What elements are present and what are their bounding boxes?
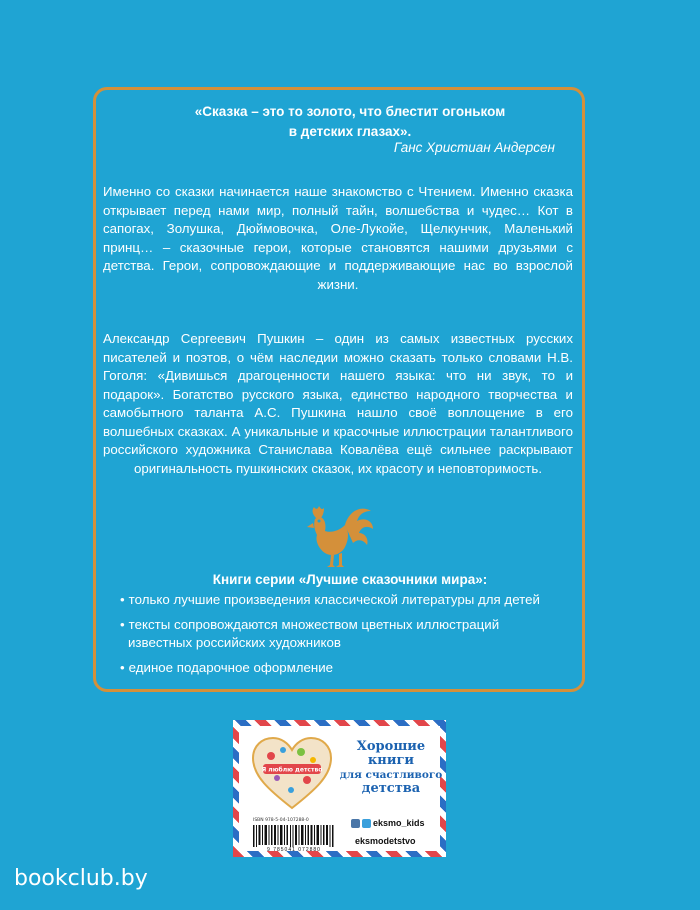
quote-author: Ганс Христиан Андерсен [393, 140, 555, 155]
epigraph-quote [120, 102, 580, 142]
card-inner [239, 726, 443, 853]
social-handle[interactable] [351, 818, 425, 828]
isbn-label: ISBN 978-5-04-107288-0 [253, 818, 309, 823]
barcode-number: 9 785041 072880 [267, 847, 321, 853]
list-item: • только лучшие произведения классической литературы для детей [120, 592, 540, 607]
card-slogan: Хорошие книги для счастливого детства [339, 739, 443, 796]
series-features-list [120, 591, 560, 683]
intro-paragraph: Именно со сказки начинается наше знакомство с Чтением. Именно сказка открывает перед нами мир, полный тайн, волшебства и чудес… Кот в сапогах, Золушка, Дюймовочка, Оле-Лукойе, Щелкунчик, Маленький принц… – сказочные герои, которые становятся нашими друзьями с детства. Герои, сопровождающие и поддерживающие нас во взрослой жизни. [103, 184, 573, 292]
vk-icon [351, 819, 360, 828]
pushkin-paragraph: Александр Сергеевич Пушкин – один из самых известных русских писателей и поэтов, о чём наследии можно сказать только словами Н.В. Гоголя: «Дивишься драгоценности нашего языка: что ни звук, то и подарок». Богатство русского языка, единство народного творчества и самобытного таланта А.С. Пушкина нашло своё воплощение в его волшебных сказках. А уникальные и красочные иллюстрации талантливого российского художника Станислава Ковалёва ещё сильнее раскрывают оригинальность пушкинских сказок, их красоту и неповторимость. [103, 331, 573, 476]
heart-logo-icon [249, 734, 335, 812]
rooster-icon [303, 497, 375, 569]
barcode-icon [253, 825, 335, 847]
list-item: • единое подарочное оформление [120, 659, 334, 675]
quote-line-2: в детских глазах». [288, 124, 412, 139]
list-item: • тексты сопровождаются множеством цветных иллюстраций известных российских художников [120, 616, 500, 650]
watermark: bookclub.by [14, 866, 148, 891]
social-handle-text: eksmo_kids [373, 818, 425, 828]
site-link[interactable]: eksmodetstvo [355, 836, 416, 846]
publisher-card [233, 720, 446, 857]
quote-line-1: «Сказка – это то золото, что блестит огоньком [194, 104, 506, 119]
series-title: Книги серии «Лучшие сказочники мира»: [212, 572, 488, 587]
heart-logo-text: Я люблю детство [261, 766, 323, 774]
social-icon [362, 819, 371, 828]
